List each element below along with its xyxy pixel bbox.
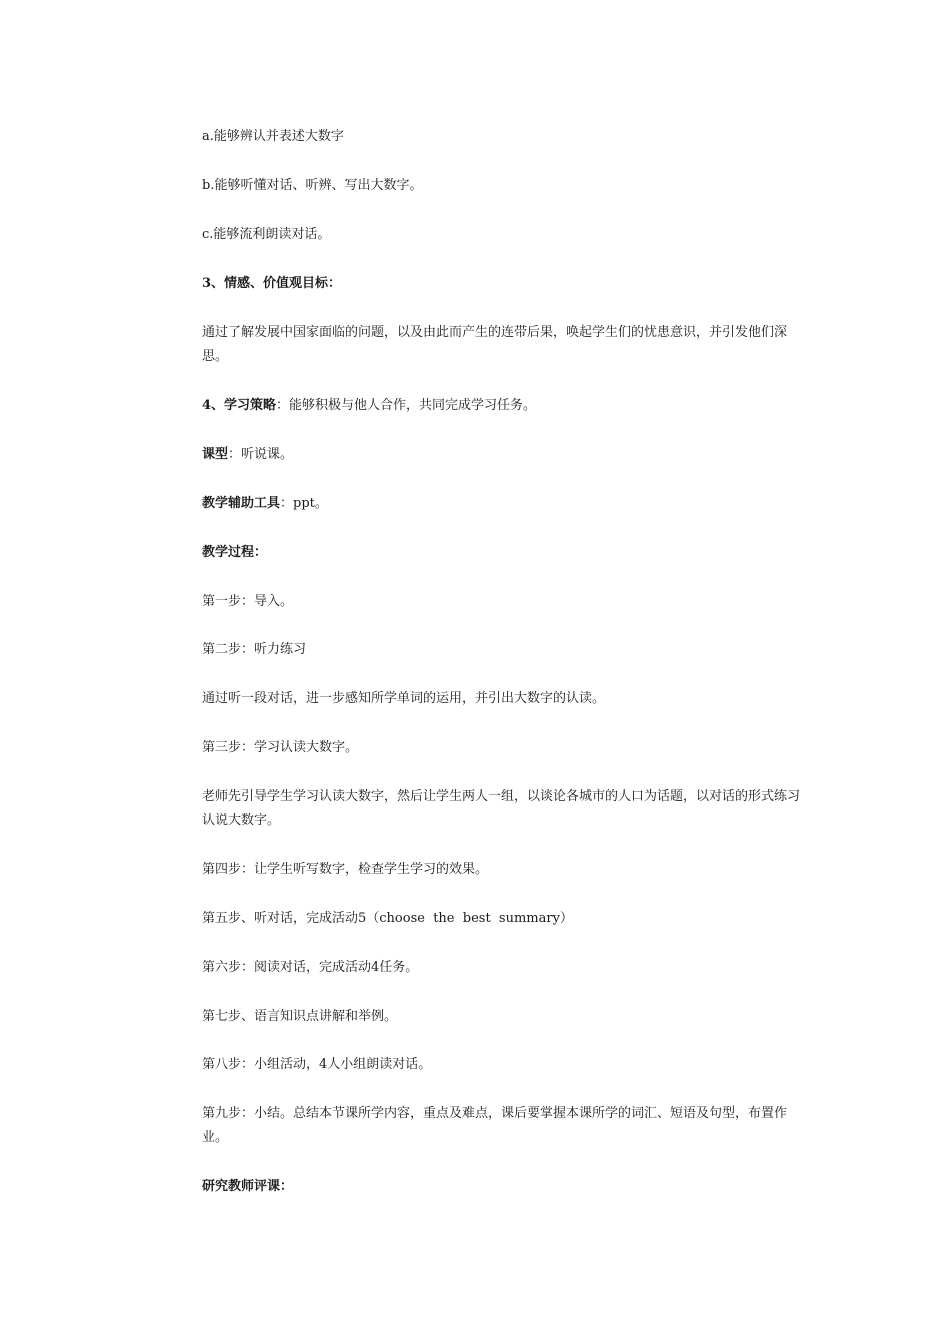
step-2-detail [202,687,810,711]
step-8 [202,1053,810,1077]
step-1 [202,590,810,614]
line-text: 老师先引导学生学习认读大数字，然后让学生两人一组，以谈论各城市的人口为话题，以对话的形式练习认说大数字。 [202,789,801,828]
line-text: 第九步：小结。总结本节课所学内容，重点及难点，课后要掌握本课所学的词汇、短语及句型，布置作业。 [202,1106,788,1145]
lesson-type [202,443,810,467]
line-text: 第四步：让学生听写数字，检查学生学习的效果。 [202,862,489,877]
line-text: 第一步：导入。 [202,594,294,609]
step-5 [202,907,810,931]
line-label: 3、情感、价值观目标： [202,276,342,291]
line-text: 第七步、语言知识点讲解和举例。 [202,1009,398,1024]
step-6 [202,956,810,980]
line-label: 教学过程： [202,545,268,560]
objective-b [202,174,810,198]
line-text: b.能够听懂对话、听辨、写出大数字。 [202,178,423,193]
line-text: 第六步：阅读对话，完成活动4任务。 [202,960,419,975]
heading-emotion-values [202,272,810,296]
teaching-aids [202,492,810,516]
objective-c [202,223,810,247]
line-label: 教学辅助工具 [202,496,281,511]
step-2 [202,638,810,662]
line-text: a.能够辨认并表述大数字 [202,129,344,144]
step-3 [202,736,810,760]
line-text: ：能够积极与他人合作，共同完成学习任务。 [276,398,537,413]
line-label: 研究教师评课： [202,1179,294,1194]
line-text: ：ppt。 [280,496,328,511]
line-label: 课型 [202,447,229,462]
step-4 [202,858,810,882]
line-text: 第五步、听对话，完成活动5（choose the best summary） [202,911,573,926]
learning-strategy [202,394,810,418]
line-text: 第三步：学习认读大数字。 [202,740,359,755]
line-text: 通过听一段对话，进一步感知所学单词的运用，并引出大数字的认读。 [202,691,606,706]
line-text: 第八步：小组活动，4人小组朗读对话。 [202,1057,432,1072]
line-label: 4、学习策略 [202,398,277,413]
emotion-values-paragraph [202,321,810,369]
step-3-detail [202,785,810,833]
line-text: 第二步：听力练习 [202,642,307,657]
step-7 [202,1005,810,1029]
objective-a [202,125,810,149]
step-9 [202,1102,810,1150]
heading-teacher-review [202,1175,810,1199]
line-text: c.能够流利朗读对话。 [202,227,331,242]
line-text: 通过了解发展中国家面临的问题，以及由此而产生的连带后果，唤起学生们的忧患意识，并引发他们深思。 [202,325,788,364]
heading-teaching-process [202,541,810,565]
line-text: ：听说课。 [228,447,294,462]
